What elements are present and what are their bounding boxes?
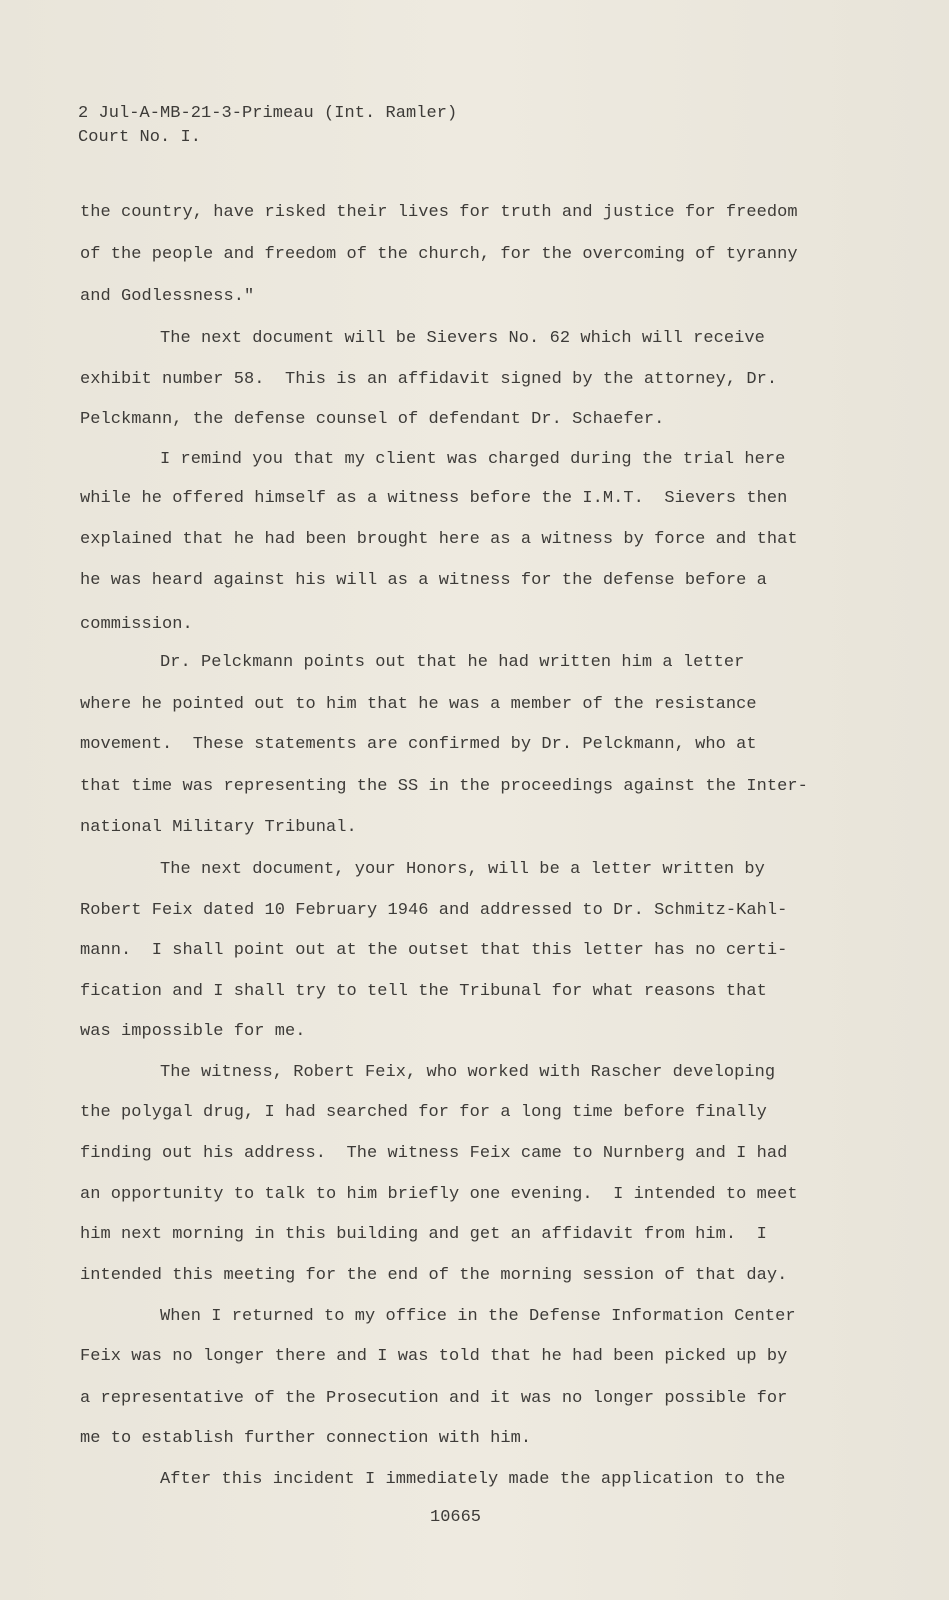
text-line: him next morning in this building and get an affidavit from him. I xyxy=(80,1225,767,1244)
text-line: and Godlessness." xyxy=(80,287,255,306)
text-line: The witness, Robert Feix, who worked with Rascher developing xyxy=(160,1063,776,1082)
text-line: an opportunity to talk to him briefly one evening. I intended to meet xyxy=(80,1185,798,1204)
header-court-number: Court No. I. xyxy=(78,128,202,147)
text-line: was impossible for me. xyxy=(80,1022,306,1041)
text-line: exhibit number 58. This is an affidavit signed by the attorney, Dr. xyxy=(80,370,778,389)
text-line: I remind you that my client was charged during the trial here xyxy=(160,450,786,469)
text-line: where he pointed out to him that he was a member of the resistance xyxy=(80,695,757,714)
text-line: The next document, your Honors, will be a letter written by xyxy=(160,860,765,879)
page-number: 10665 xyxy=(430,1508,482,1527)
text-line: fication and I shall try to tell the Tribunal for what reasons that xyxy=(80,982,767,1001)
text-line: The next document will be Sievers No. 62 which will receive xyxy=(160,329,765,348)
text-line: commission. xyxy=(80,615,193,634)
text-line: me to establish further connection with him. xyxy=(80,1429,532,1448)
text-line: he was heard against his will as a witness for the defense before a xyxy=(80,571,767,590)
text-line: Feix was no longer there and I was told that he had been picked up by xyxy=(80,1347,788,1366)
text-line: that time was representing the SS in the proceedings against the Inter- xyxy=(80,777,808,796)
text-line: mann. I shall point out at the outset that this letter has no certi- xyxy=(80,941,788,960)
text-line: national Military Tribunal. xyxy=(80,818,357,837)
text-line: After this incident I immediately made the application to the xyxy=(160,1470,786,1489)
text-line: intended this meeting for the end of the morning session of that day. xyxy=(80,1266,788,1285)
text-line: movement. These statements are confirmed by Dr. Pelckmann, who at xyxy=(80,735,757,754)
text-line: finding out his address. The witness Feix came to Nurnberg and I had xyxy=(80,1144,788,1163)
text-line: the country, have risked their lives for truth and justice for freedom xyxy=(80,203,798,222)
text-line: a representative of the Prosecution and it was no longer possible for xyxy=(80,1389,788,1408)
text-line: of the people and freedom of the church, for the overcoming of tyranny xyxy=(80,245,798,264)
text-line: Robert Feix dated 10 February 1946 and addressed to Dr. Schmitz-Kahl- xyxy=(80,901,788,920)
text-line: When I returned to my office in the Defense Information Center xyxy=(160,1307,796,1326)
text-line: the polygal drug, I had searched for for a long time before finally xyxy=(80,1103,767,1122)
text-line: explained that he had been brought here as a witness by force and that xyxy=(80,530,798,549)
text-line: while he offered himself as a witness before the I.M.T. Sievers then xyxy=(80,489,788,508)
text-line: Pelckmann, the defense counsel of defendant Dr. Schaefer. xyxy=(80,410,665,429)
header-case-reference: 2 Jul-A-MB-21-3-Primeau (Int. Ramler) xyxy=(78,104,458,123)
text-line: Dr. Pelckmann points out that he had written him a letter xyxy=(160,653,745,672)
